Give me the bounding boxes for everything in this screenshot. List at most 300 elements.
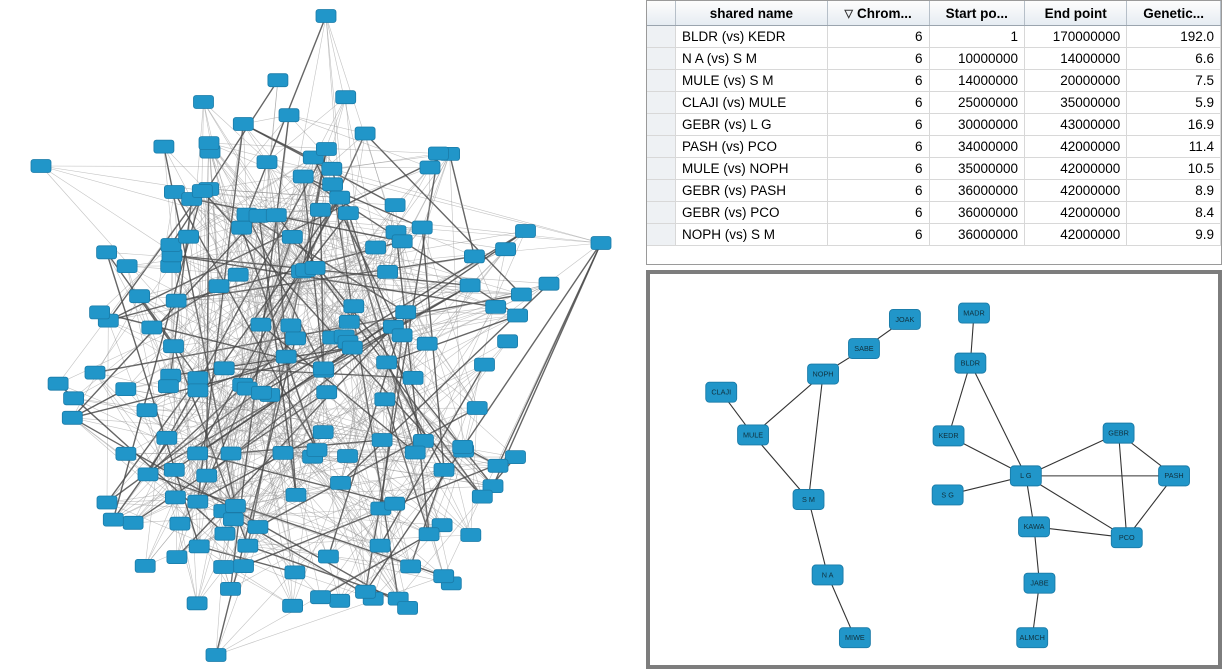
- node-shape[interactable]: [355, 127, 375, 140]
- network-node[interactable]: [187, 597, 207, 610]
- subnetwork-edge[interactable]: [949, 363, 971, 436]
- network-node[interactable]: [248, 521, 268, 534]
- subnetwork-node-miwe[interactable]: [839, 628, 870, 648]
- network-node[interactable]: [356, 585, 376, 598]
- network-node[interactable]: [123, 516, 143, 529]
- network-edge[interactable]: [306, 243, 601, 270]
- cell-end_point[interactable]: 42000000: [1025, 202, 1127, 224]
- network-node[interactable]: [467, 402, 487, 415]
- node-shape[interactable]: [232, 221, 252, 234]
- cell-genetic[interactable]: 5.9: [1127, 92, 1221, 114]
- network-node[interactable]: [372, 434, 392, 447]
- network-edge[interactable]: [373, 441, 423, 599]
- network-node[interactable]: [138, 468, 158, 481]
- node-shape[interactable]: [849, 339, 880, 359]
- subnetwork-edge[interactable]: [809, 374, 824, 499]
- subnetwork-node-pco[interactable]: [1111, 528, 1142, 548]
- node-shape[interactable]: [591, 237, 611, 250]
- node-shape[interactable]: [338, 207, 358, 220]
- network-node[interactable]: [279, 109, 299, 122]
- network-node[interactable]: [158, 380, 178, 393]
- cell-chromosome[interactable]: 6: [827, 224, 929, 246]
- network-node[interactable]: [97, 496, 117, 509]
- subnetwork-node-mule[interactable]: [738, 425, 769, 445]
- network-node[interactable]: [498, 335, 518, 348]
- column-header-end_point[interactable]: [1025, 1, 1127, 26]
- row-selector-cell[interactable]: [647, 136, 676, 158]
- cell-start_point[interactable]: 34000000: [929, 136, 1025, 158]
- subnetwork-canvas[interactable]: [650, 274, 1218, 665]
- network-node[interactable]: [472, 490, 492, 503]
- cell-genetic[interactable]: 10.5: [1127, 158, 1221, 180]
- node-shape[interactable]: [164, 463, 184, 476]
- network-node[interactable]: [453, 440, 473, 453]
- network-node[interactable]: [130, 290, 150, 303]
- cell-end_point[interactable]: 170000000: [1025, 26, 1127, 48]
- network-node[interactable]: [316, 143, 336, 156]
- cell-start_point[interactable]: 36000000: [929, 224, 1025, 246]
- network-node[interactable]: [157, 431, 177, 444]
- node-shape[interactable]: [48, 377, 68, 390]
- node-shape[interactable]: [293, 170, 313, 183]
- node-shape[interactable]: [164, 340, 184, 353]
- node-shape[interactable]: [1111, 528, 1142, 548]
- node-shape[interactable]: [116, 383, 136, 396]
- node-shape[interactable]: [154, 140, 174, 153]
- node-shape[interactable]: [187, 597, 207, 610]
- node-shape[interactable]: [511, 288, 531, 301]
- node-shape[interactable]: [158, 380, 178, 393]
- node-shape[interactable]: [251, 386, 271, 399]
- node-shape[interactable]: [932, 485, 963, 505]
- cell-chromosome[interactable]: 6: [827, 26, 929, 48]
- row-selector-cell[interactable]: [647, 224, 676, 246]
- network-node[interactable]: [273, 446, 293, 459]
- node-shape[interactable]: [166, 294, 186, 307]
- node-shape[interactable]: [251, 318, 271, 331]
- cell-chromosome[interactable]: 6: [827, 114, 929, 136]
- network-edge[interactable]: [224, 511, 373, 599]
- cell-genetic[interactable]: 8.4: [1127, 202, 1221, 224]
- cell-end_point[interactable]: 35000000: [1025, 92, 1127, 114]
- cell-end_point[interactable]: 42000000: [1025, 224, 1127, 246]
- node-shape[interactable]: [475, 358, 495, 371]
- node-shape[interactable]: [90, 306, 110, 319]
- network-node[interactable]: [238, 539, 258, 552]
- cell-end_point[interactable]: 20000000: [1025, 70, 1127, 92]
- cell-shared_name[interactable]: NOPH (vs) S M: [676, 224, 828, 246]
- node-shape[interactable]: [356, 585, 376, 598]
- node-shape[interactable]: [285, 566, 305, 579]
- node-shape[interactable]: [377, 356, 397, 369]
- network-node[interactable]: [31, 160, 51, 173]
- node-shape[interactable]: [453, 440, 473, 453]
- node-shape[interactable]: [460, 279, 480, 292]
- column-header-chromosome[interactable]: [827, 1, 929, 26]
- table-header-row[interactable]: [647, 1, 1221, 26]
- node-shape[interactable]: [238, 539, 258, 552]
- network-node[interactable]: [276, 350, 296, 363]
- network-node[interactable]: [318, 550, 338, 563]
- subnetwork-node-sg[interactable]: [932, 485, 963, 505]
- node-shape[interactable]: [496, 243, 516, 256]
- node-shape[interactable]: [1024, 573, 1055, 593]
- network-node[interactable]: [396, 306, 416, 319]
- node-shape[interactable]: [188, 447, 208, 460]
- node-shape[interactable]: [338, 450, 358, 463]
- network-node[interactable]: [206, 649, 226, 662]
- edge-attribute-table[interactable]: [646, 0, 1222, 265]
- network-node[interactable]: [342, 341, 362, 354]
- network-node[interactable]: [460, 279, 480, 292]
- network-node[interactable]: [307, 444, 327, 457]
- node-shape[interactable]: [62, 411, 82, 424]
- network-node[interactable]: [392, 329, 412, 342]
- subnetwork-node-bldr[interactable]: [955, 353, 986, 373]
- node-shape[interactable]: [234, 560, 254, 573]
- node-shape[interactable]: [192, 185, 212, 198]
- node-shape[interactable]: [417, 337, 437, 350]
- table-row[interactable]: [647, 70, 1221, 92]
- network-node[interactable]: [419, 528, 439, 541]
- node-shape[interactable]: [392, 235, 412, 248]
- node-shape[interactable]: [1103, 423, 1134, 443]
- node-shape[interactable]: [318, 550, 338, 563]
- node-shape[interactable]: [225, 499, 245, 512]
- network-node[interactable]: [344, 300, 364, 313]
- cell-shared_name[interactable]: MULE (vs) S M: [676, 70, 828, 92]
- network-node[interactable]: [282, 230, 302, 243]
- network-node[interactable]: [62, 411, 82, 424]
- network-node[interactable]: [378, 265, 398, 278]
- node-shape[interactable]: [215, 527, 235, 540]
- table-row[interactable]: [647, 202, 1221, 224]
- cell-genetic[interactable]: 9.9: [1127, 224, 1221, 246]
- cell-start_point[interactable]: 35000000: [929, 158, 1025, 180]
- network-node[interactable]: [330, 191, 350, 204]
- node-shape[interactable]: [307, 444, 327, 457]
- network-node[interactable]: [420, 161, 440, 174]
- node-shape[interactable]: [197, 469, 217, 482]
- node-shape[interactable]: [419, 528, 439, 541]
- node-shape[interactable]: [317, 386, 337, 399]
- network-node[interactable]: [221, 582, 241, 595]
- network-node[interactable]: [316, 10, 336, 23]
- node-shape[interactable]: [398, 601, 418, 614]
- node-shape[interactable]: [165, 491, 185, 504]
- network-node[interactable]: [313, 426, 333, 439]
- network-node[interactable]: [508, 309, 528, 322]
- node-shape[interactable]: [498, 335, 518, 348]
- node-shape[interactable]: [142, 321, 162, 334]
- network-node[interactable]: [591, 237, 611, 250]
- node-shape[interactable]: [221, 582, 241, 595]
- network-node[interactable]: [137, 404, 157, 417]
- node-shape[interactable]: [282, 230, 302, 243]
- network-node[interactable]: [366, 241, 386, 254]
- node-shape[interactable]: [413, 434, 433, 447]
- network-node[interactable]: [488, 459, 508, 472]
- node-shape[interactable]: [305, 261, 325, 274]
- node-shape[interactable]: [955, 353, 986, 373]
- node-shape[interactable]: [157, 431, 177, 444]
- cell-shared_name[interactable]: GEBR (vs) PCO: [676, 202, 828, 224]
- subnetwork-edge[interactable]: [809, 500, 828, 575]
- network-node[interactable]: [311, 591, 331, 604]
- cell-shared_name[interactable]: CLAJI (vs) MULE: [676, 92, 828, 114]
- network-node[interactable]: [486, 300, 506, 313]
- network-node[interactable]: [417, 337, 437, 350]
- cell-shared_name[interactable]: N A (vs) S M: [676, 48, 828, 70]
- table-row[interactable]: [647, 136, 1221, 158]
- network-node[interactable]: [179, 230, 199, 243]
- network-node[interactable]: [305, 261, 325, 274]
- subnetwork-node-claji[interactable]: [706, 382, 737, 402]
- node-shape[interactable]: [310, 203, 330, 216]
- cell-chromosome[interactable]: 6: [827, 136, 929, 158]
- network-node[interactable]: [214, 362, 234, 375]
- cell-chromosome[interactable]: 6: [827, 180, 929, 202]
- table-row[interactable]: [647, 92, 1221, 114]
- node-shape[interactable]: [257, 156, 277, 169]
- cell-genetic[interactable]: 192.0: [1127, 26, 1221, 48]
- network-node[interactable]: [188, 372, 208, 385]
- network-node[interactable]: [170, 517, 190, 530]
- network-node[interactable]: [268, 74, 288, 87]
- node-shape[interactable]: [248, 521, 268, 534]
- node-shape[interactable]: [331, 476, 351, 489]
- network-node[interactable]: [496, 243, 516, 256]
- cell-shared_name[interactable]: GEBR (vs) PASH: [676, 180, 828, 202]
- network-node[interactable]: [188, 384, 208, 397]
- row-selector-cell[interactable]: [647, 26, 676, 48]
- network-node[interactable]: [154, 140, 174, 153]
- node-shape[interactable]: [933, 426, 964, 446]
- network-edge[interactable]: [107, 321, 108, 503]
- column-header-shared_name[interactable]: [676, 1, 828, 26]
- node-shape[interactable]: [330, 594, 350, 607]
- node-shape[interactable]: [889, 309, 920, 329]
- cell-end_point[interactable]: 43000000: [1025, 114, 1127, 136]
- node-shape[interactable]: [281, 319, 301, 332]
- node-shape[interactable]: [403, 371, 423, 384]
- node-shape[interactable]: [464, 250, 484, 263]
- node-shape[interactable]: [808, 364, 839, 384]
- table-row[interactable]: [647, 158, 1221, 180]
- node-shape[interactable]: [508, 309, 528, 322]
- cell-chromosome[interactable]: 6: [827, 158, 929, 180]
- subnetwork-node-kedr[interactable]: [933, 426, 964, 446]
- node-shape[interactable]: [286, 332, 306, 345]
- network-node[interactable]: [232, 221, 252, 234]
- node-shape[interactable]: [273, 446, 293, 459]
- cell-chromosome[interactable]: 6: [827, 48, 929, 70]
- network-node[interactable]: [116, 383, 136, 396]
- column-header-start_point[interactable]: [929, 1, 1025, 26]
- table-row[interactable]: [647, 224, 1221, 246]
- node-shape[interactable]: [323, 178, 343, 191]
- network-node[interactable]: [90, 306, 110, 319]
- network-node[interactable]: [461, 529, 481, 542]
- node-shape[interactable]: [316, 143, 336, 156]
- node-shape[interactable]: [130, 290, 150, 303]
- network-node[interactable]: [370, 539, 390, 552]
- network-node[interactable]: [48, 377, 68, 390]
- network-node[interactable]: [355, 127, 375, 140]
- network-node[interactable]: [336, 91, 356, 104]
- network-node[interactable]: [251, 318, 271, 331]
- row-selector-cell[interactable]: [647, 48, 676, 70]
- node-shape[interactable]: [266, 209, 286, 222]
- node-shape[interactable]: [221, 447, 241, 460]
- network-node[interactable]: [405, 446, 425, 459]
- table-row[interactable]: [647, 26, 1221, 48]
- network-node[interactable]: [323, 178, 343, 191]
- network-node[interactable]: [266, 209, 286, 222]
- cell-shared_name[interactable]: MULE (vs) NOPH: [676, 158, 828, 180]
- node-shape[interactable]: [209, 280, 229, 293]
- network-node[interactable]: [142, 321, 162, 334]
- network-node[interactable]: [228, 268, 248, 281]
- subnetwork-node-pash[interactable]: [1159, 466, 1190, 486]
- network-node[interactable]: [215, 527, 235, 540]
- node-shape[interactable]: [313, 362, 333, 375]
- node-shape[interactable]: [137, 404, 157, 417]
- node-shape[interactable]: [1159, 466, 1190, 486]
- node-shape[interactable]: [199, 137, 219, 150]
- network-node[interactable]: [188, 447, 208, 460]
- node-shape[interactable]: [401, 560, 421, 573]
- network-node[interactable]: [225, 499, 245, 512]
- node-shape[interactable]: [1019, 517, 1050, 537]
- subnetwork-node-noph[interactable]: [808, 364, 839, 384]
- node-shape[interactable]: [135, 559, 155, 572]
- subnetwork-view[interactable]: [646, 270, 1222, 669]
- node-shape[interactable]: [64, 392, 84, 405]
- network-node[interactable]: [234, 560, 254, 573]
- network-node[interactable]: [539, 277, 559, 290]
- node-shape[interactable]: [228, 268, 248, 281]
- node-shape[interactable]: [339, 315, 359, 328]
- network-node[interactable]: [166, 294, 186, 307]
- cell-start_point[interactable]: 36000000: [929, 202, 1025, 224]
- subnetwork-node-sabe[interactable]: [849, 339, 880, 359]
- row-selector-cell[interactable]: [647, 180, 676, 202]
- network-node[interactable]: [161, 239, 181, 252]
- network-node[interactable]: [192, 185, 212, 198]
- node-shape[interactable]: [161, 239, 181, 252]
- network-node[interactable]: [257, 156, 277, 169]
- network-node[interactable]: [398, 601, 418, 614]
- cell-end_point[interactable]: 14000000: [1025, 48, 1127, 70]
- network-node[interactable]: [464, 250, 484, 263]
- row-selector-cell[interactable]: [647, 202, 676, 224]
- node-shape[interactable]: [283, 599, 303, 612]
- table-row[interactable]: [647, 114, 1221, 136]
- node-shape[interactable]: [385, 497, 405, 510]
- network-node[interactable]: [164, 340, 184, 353]
- node-shape[interactable]: [97, 496, 117, 509]
- network-node[interactable]: [214, 561, 234, 574]
- network-node[interactable]: [286, 332, 306, 345]
- node-shape[interactable]: [1010, 466, 1041, 486]
- node-shape[interactable]: [392, 329, 412, 342]
- node-shape[interactable]: [506, 451, 526, 464]
- network-node[interactable]: [375, 393, 395, 406]
- cell-end_point[interactable]: 42000000: [1025, 136, 1127, 158]
- node-shape[interactable]: [412, 221, 432, 234]
- node-shape[interactable]: [336, 91, 356, 104]
- network-node[interactable]: [339, 315, 359, 328]
- cell-genetic[interactable]: 11.4: [1127, 136, 1221, 158]
- cell-genetic[interactable]: 8.9: [1127, 180, 1221, 202]
- node-shape[interactable]: [405, 446, 425, 459]
- cell-shared_name[interactable]: PASH (vs) PCO: [676, 136, 828, 158]
- node-shape[interactable]: [959, 303, 990, 323]
- node-shape[interactable]: [344, 300, 364, 313]
- subnetwork-edge[interactable]: [970, 363, 1025, 476]
- subnetwork-node-sm[interactable]: [793, 490, 824, 510]
- node-shape[interactable]: [179, 230, 199, 243]
- filter-icon[interactable]: ▽: [844, 7, 853, 20]
- network-node[interactable]: [85, 366, 105, 379]
- network-node[interactable]: [223, 513, 243, 526]
- node-shape[interactable]: [279, 109, 299, 122]
- cell-start_point[interactable]: 1: [929, 26, 1025, 48]
- node-shape[interactable]: [378, 265, 398, 278]
- cell-shared_name[interactable]: BLDR (vs) KEDR: [676, 26, 828, 48]
- network-node[interactable]: [385, 497, 405, 510]
- cell-genetic[interactable]: 7.5: [1127, 70, 1221, 92]
- network-node[interactable]: [310, 203, 330, 216]
- node-shape[interactable]: [420, 161, 440, 174]
- row-selector-cell[interactable]: [647, 158, 676, 180]
- cell-genetic[interactable]: 16.9: [1127, 114, 1221, 136]
- node-shape[interactable]: [1017, 628, 1048, 648]
- node-shape[interactable]: [322, 162, 342, 175]
- network-node[interactable]: [286, 488, 306, 501]
- network-node[interactable]: [377, 356, 397, 369]
- cell-genetic[interactable]: 6.6: [1127, 48, 1221, 70]
- cell-chromosome[interactable]: 6: [827, 92, 929, 114]
- subnetwork-node-jabe[interactable]: [1024, 573, 1055, 593]
- node-shape[interactable]: [138, 468, 158, 481]
- network-node[interactable]: [293, 170, 313, 183]
- network-edge[interactable]: [366, 243, 602, 592]
- node-shape[interactable]: [188, 495, 208, 508]
- network-node[interactable]: [165, 491, 185, 504]
- network-node[interactable]: [199, 137, 219, 150]
- network-edge[interactable]: [289, 115, 365, 133]
- node-shape[interactable]: [214, 561, 234, 574]
- node-shape[interactable]: [117, 260, 137, 273]
- network-node[interactable]: [117, 260, 137, 273]
- edge-table[interactable]: [647, 1, 1221, 246]
- node-shape[interactable]: [233, 118, 253, 131]
- subnetwork-node-lg[interactable]: [1010, 466, 1041, 486]
- cell-start_point[interactable]: 36000000: [929, 180, 1025, 202]
- node-shape[interactable]: [214, 362, 234, 375]
- node-shape[interactable]: [793, 490, 824, 510]
- node-shape[interactable]: [706, 382, 737, 402]
- subnetwork-node-gebr[interactable]: [1103, 423, 1134, 443]
- row-selector-cell[interactable]: [647, 92, 676, 114]
- network-node[interactable]: [506, 451, 526, 464]
- column-header-genetic[interactable]: [1127, 1, 1221, 26]
- node-shape[interactable]: [276, 350, 296, 363]
- network-node[interactable]: [283, 599, 303, 612]
- network-node[interactable]: [103, 513, 123, 526]
